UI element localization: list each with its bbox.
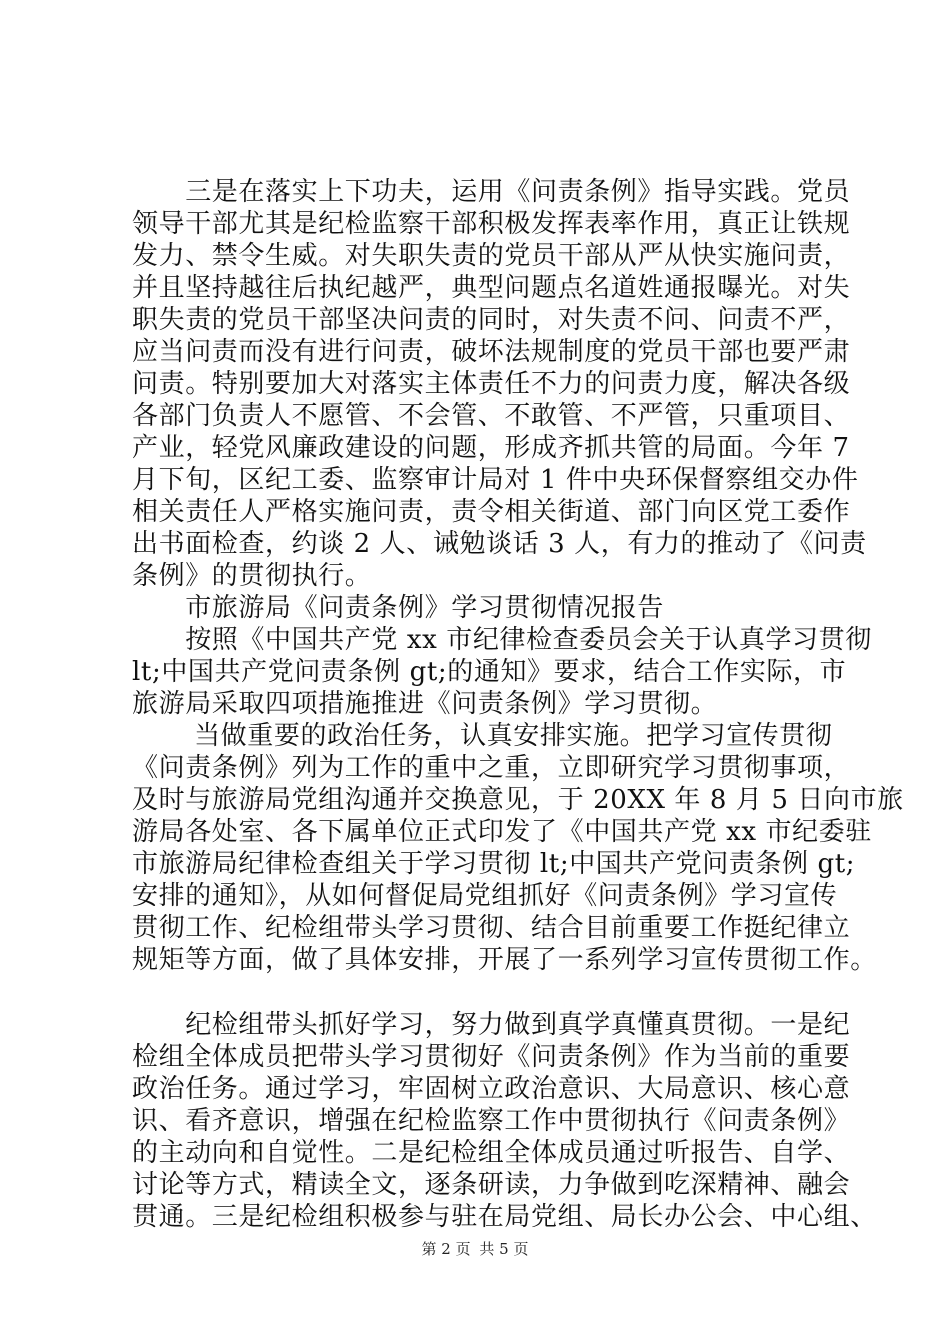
- text-line: 纪检组带头抓好学习，努力做到真学真懂真贯彻。一是纪: [132, 1010, 851, 1040]
- text-line: 《问责条例》列为工作的重中之重，立即研究学习贯彻事项，: [132, 753, 851, 783]
- text-line: 领导干部尤其是纪检监察干部积极发挥表率作用，真正让铁规: [132, 209, 851, 239]
- text-line: 问责。特别要加大对落实主体责任不力的问责力度，解决各级: [132, 369, 851, 399]
- text-line: 规矩等方面，做了具体安排，开展了一系列学习宣传贯彻工作。: [132, 945, 877, 975]
- page-number: 第 2 页: [421, 1240, 471, 1258]
- text-line: 三是在落实上下功夫，运用《问责条例》指导实践。党员: [132, 177, 851, 207]
- text-line: 条例》的贯彻执行。: [132, 561, 372, 591]
- text-line: 旅游局采取四项措施推进《问责条例》学习贯彻。: [132, 689, 718, 719]
- text-line: 讨论等方式，精读全文，逐条研读，力争做到吃深精神、融会: [132, 1170, 851, 1200]
- page-footer: [0, 1239, 950, 1259]
- page-total: 共 5 页: [479, 1240, 529, 1258]
- text-line: 发力、禁令生威。对失职失责的党员干部从严从快实施问责，: [132, 241, 851, 271]
- text-line: 贯通。三是纪检组积极参与驻在局党组、局长办公会、中心组、: [132, 1202, 877, 1232]
- text-line: 安排的通知》，从如何督促局党组抓好《问责条例》学习宣传: [132, 881, 838, 911]
- text-line: 应当问责而没有进行问责，破坏法规制度的党员干部也要严肃: [132, 337, 851, 367]
- paragraph-gap: [132, 976, 852, 1009]
- text-line: 的主动向和自觉性。二是纪检组全体成员通过听报告、自学、: [132, 1138, 851, 1168]
- text-line: 检组全体成员把带头学习贯彻好《问责条例》作为当前的重要: [132, 1042, 851, 1072]
- text-line: 各部门负责人不愿管、不会管、不敢管、不严管，只重项目、: [132, 401, 851, 431]
- text-line: 月下旬，区纪工委、监察审计局对 1 件中央环保督察组交办件: [132, 465, 859, 495]
- text-line: 识、看齐意识，增强在纪检监察工作中贯彻执行《问责条例》: [132, 1106, 851, 1136]
- text-line: 贯彻工作、纪检组带头学习贯彻、结合目前重要工作挺纪律立: [132, 913, 851, 943]
- section-title: 市旅游局《问责条例》学习贯彻情况报告: [132, 593, 665, 623]
- text-line: lt;中国共产党问责条例 gt;的通知》要求，结合工作实际，市: [132, 657, 847, 687]
- text-line: 按照《中国共产党 xx 市纪律检查委员会关于认真学习贯彻: [132, 625, 872, 655]
- text-line: 市旅游局纪律检查组关于学习贯彻 lt;中国共产党问责条例 gt;: [132, 849, 856, 879]
- text-line: 政治任务。通过学习，牢固树立政治意识、大局意识、核心意: [132, 1074, 851, 1104]
- body-text: [132, 176, 904, 1233]
- text-line: 相关责任人严格实施问责，责令相关街道、部门向区党工委作: [132, 497, 851, 527]
- text-line: 并且坚持越往后执纪越严，典型问题点名道姓通报曝光。对失: [132, 273, 851, 303]
- text-line: 职失责的党员干部坚决问责的同时，对失责不问、问责不严，: [132, 305, 851, 335]
- text-line: 产业，轻党风廉政建设的问题，形成齐抓共管的局面。今年 7: [132, 433, 850, 463]
- text-line: 游局各处室、各下属单位正式印发了《中国共产党 xx 市纪委驻: [132, 817, 872, 847]
- text-line: 及时与旅游局党组沟通并交换意见，于 20XX 年 8 月 5 日向市旅: [132, 785, 904, 815]
- text-line: 出书面检查，约谈 2 人、诫勉谈话 3 人，有力的推动了《问责: [132, 529, 867, 559]
- text-line: 当做重要的政治任务，认真安排实施。把学习宣传贯彻: [132, 721, 833, 751]
